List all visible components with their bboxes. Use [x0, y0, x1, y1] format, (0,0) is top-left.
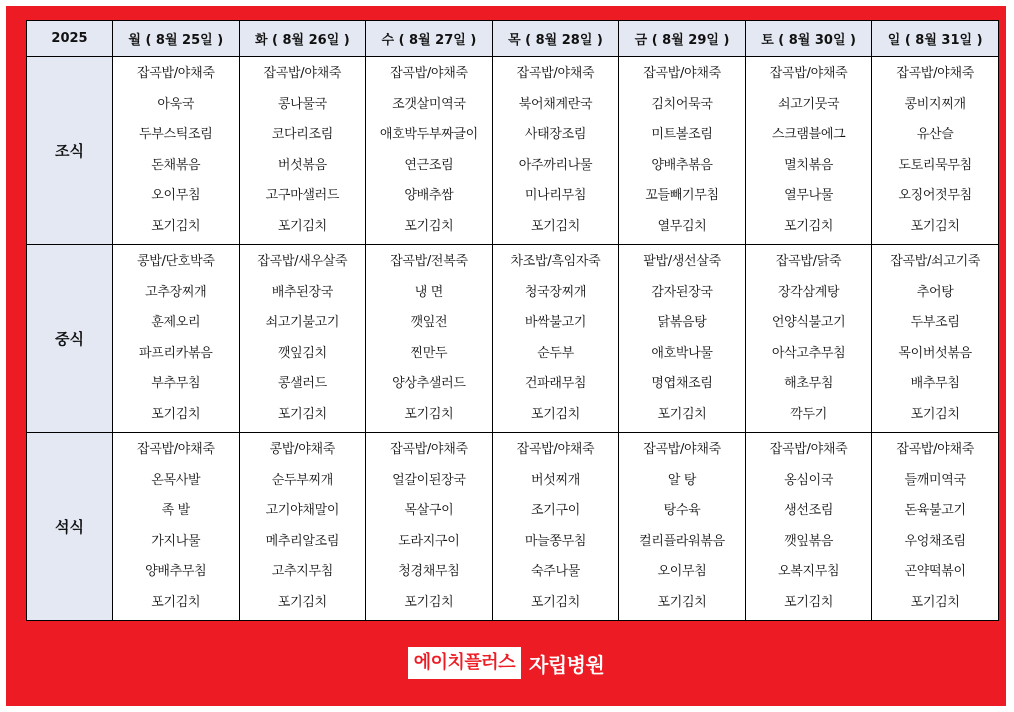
- dish-item: 오징어젓무침: [898, 188, 972, 204]
- dish-item: 잡곡밥/야채죽: [263, 66, 342, 82]
- dish-item: 오복지무침: [777, 564, 840, 580]
- dish-item: 언양식불고기: [771, 315, 846, 331]
- dish-item: 열무나물: [784, 188, 834, 204]
- dish-item: 컬리플라워볶음: [639, 533, 725, 549]
- dish-item: 마늘쫑무침: [524, 533, 587, 549]
- dish-item: 포기김치: [277, 594, 327, 610]
- dish-item: 콩나물국: [277, 96, 327, 112]
- year-cell: 2025: [27, 21, 113, 57]
- logo-brand: 에이치플러스: [408, 647, 521, 679]
- dish-list: [872, 433, 998, 620]
- day-header: 토 ( 8월 30일 ): [745, 21, 872, 57]
- dish-item: 포기김치: [404, 406, 454, 422]
- dish-item: 돈육불고기: [904, 503, 966, 519]
- dish-item: 잡곡밥/닭죽: [775, 254, 842, 270]
- meal-label: 석식: [27, 433, 113, 621]
- dish-item: 조기구이: [530, 503, 580, 519]
- dish-item: 곤약떡볶이: [904, 564, 966, 580]
- dish-item: 사태장조림: [524, 127, 587, 143]
- dish-item: 알 탕: [667, 472, 697, 488]
- dish-item: 아주까리나물: [518, 157, 593, 173]
- dish-item: 청국장찌개: [524, 284, 587, 300]
- dish-item: 깍두기: [790, 406, 827, 422]
- dish-item: 바싹불고기: [524, 315, 587, 331]
- dish-item: 포기김치: [277, 406, 327, 422]
- menu-cell: [113, 245, 240, 433]
- day-header: 금 ( 8월 29일 ): [619, 21, 746, 57]
- menu-cell: [872, 433, 999, 621]
- dish-item: 잡곡밥/새우살죽: [257, 254, 348, 270]
- day-header: 목 ( 8월 28일 ): [492, 21, 619, 57]
- dish-item: 멸치볶음: [784, 157, 834, 173]
- dish-item: 김치어묵국: [651, 96, 713, 112]
- dish-list: [619, 433, 745, 620]
- dish-item: 추어탕: [916, 284, 954, 300]
- dish-item: 잡곡밥/야채죽: [896, 66, 974, 82]
- dish-item: 포기김치: [277, 218, 327, 234]
- dish-list: [872, 245, 998, 432]
- dish-item: 배추무침: [910, 376, 960, 392]
- dish-item: 쇠고기불고기: [265, 315, 340, 331]
- meal-label: 중식: [27, 245, 113, 433]
- dish-list: [746, 57, 872, 244]
- dish-list: [746, 245, 872, 432]
- dish-item: 북어채계란국: [518, 96, 593, 112]
- dish-item: 오이무침: [657, 564, 707, 580]
- dish-item: 고구마샐러드: [265, 188, 340, 204]
- dish-item: 해초무침: [784, 376, 834, 392]
- dish-item: 유산슬: [916, 127, 954, 143]
- dish-item: 포기김치: [530, 594, 580, 610]
- dish-item: 포기김치: [657, 406, 707, 422]
- hospital-logo: [408, 645, 605, 681]
- menu-cell: [239, 57, 366, 245]
- menu-frame: [6, 6, 1006, 706]
- dish-item: 고추장찌개: [145, 284, 207, 300]
- weekly-meal-table: [26, 20, 999, 621]
- dish-item: 잡곡밥/야채죽: [896, 442, 974, 458]
- dish-item: 열무김치: [657, 218, 707, 234]
- dish-item: 숙주나물: [530, 564, 580, 580]
- dish-item: 청경채무침: [398, 564, 460, 580]
- dish-item: 순두부: [537, 345, 574, 361]
- footer: [6, 634, 1006, 692]
- dish-item: 잡곡밥/야채죽: [769, 442, 848, 458]
- dish-item: 아욱국: [157, 96, 195, 112]
- logo-hospital-name: 자립병원: [529, 652, 605, 677]
- dish-item: 잡곡밥/쇠고기죽: [890, 254, 981, 270]
- dish-item: 잡곡밥/야채죽: [643, 66, 721, 82]
- dish-item: 깻잎김치: [277, 345, 327, 361]
- dish-item: 깻잎전: [410, 315, 448, 331]
- menu-cell: [113, 57, 240, 245]
- meal-label: 조식: [27, 57, 113, 245]
- meal-row: [27, 57, 999, 245]
- menu-cell: [366, 433, 493, 621]
- dish-list: [240, 245, 366, 432]
- dish-item: 감자된장국: [651, 284, 713, 300]
- dish-item: 포기김치: [657, 594, 707, 610]
- dish-item: 순두부찌개: [271, 472, 333, 488]
- dish-list: [619, 245, 745, 432]
- dish-item: 장각삼계탕: [777, 284, 840, 300]
- dish-item: 옹심이국: [784, 472, 834, 488]
- dish-item: 양배추무침: [145, 564, 207, 580]
- dish-item: 양배추볶음: [651, 157, 713, 173]
- dish-item: 메추리알조림: [265, 533, 340, 549]
- dish-item: 포기김치: [404, 594, 454, 610]
- dish-item: 쇠고기뭇국: [777, 96, 840, 112]
- dish-item: 두부스틱조림: [139, 127, 213, 143]
- day-header: 월 ( 8월 25일 ): [113, 21, 240, 57]
- dish-list: [240, 433, 366, 620]
- dish-item: 고추지무침: [271, 564, 333, 580]
- dish-list: [619, 57, 745, 244]
- dish-item: 조갯살미역국: [392, 96, 466, 112]
- dish-item: 애호박두부짜글이: [379, 127, 478, 143]
- dish-item: 깻잎볶음: [784, 533, 834, 549]
- dish-item: 도토리묵무침: [898, 157, 972, 173]
- day-header: 화 ( 8월 26일 ): [239, 21, 366, 57]
- dish-list: [366, 433, 492, 620]
- dish-item: 콩밥/단호박죽: [136, 254, 215, 270]
- dish-item: 스크램블에그: [771, 127, 846, 143]
- dish-item: 돈채볶음: [151, 157, 201, 173]
- dish-item: 우엉채조림: [904, 533, 966, 549]
- dish-item: 팥밥/생선살죽: [643, 254, 721, 270]
- menu-cell: [872, 57, 999, 245]
- menu-cell: [745, 245, 872, 433]
- dish-item: 포기김치: [910, 594, 960, 610]
- dish-item: 고기야채말이: [265, 503, 340, 519]
- dish-item: 포기김치: [910, 218, 960, 234]
- dish-item: 잡곡밥/야채죽: [390, 66, 468, 82]
- dish-item: 코다리조림: [271, 127, 333, 143]
- dish-list: [493, 433, 619, 620]
- day-header: 수 ( 8월 27일 ): [366, 21, 493, 57]
- menu-cell: [872, 245, 999, 433]
- dish-item: 명엽채조림: [651, 376, 713, 392]
- dish-item: 잡곡밥/야채죽: [516, 66, 595, 82]
- dish-item: 얼갈이된장국: [392, 472, 466, 488]
- dish-item: 닭볶음탕: [657, 315, 707, 331]
- menu-cell: [492, 245, 619, 433]
- dish-list: [113, 433, 239, 620]
- dish-list: [113, 57, 239, 244]
- menu-cell: [619, 245, 746, 433]
- dish-list: [493, 57, 619, 244]
- dish-item: 잡곡밥/야채죽: [136, 66, 215, 82]
- dish-item: 아삭고추무침: [771, 345, 846, 361]
- dish-item: 양배추쌈: [404, 188, 454, 204]
- dish-item: 포기김치: [910, 406, 960, 422]
- menu-cell: [239, 245, 366, 433]
- menu-cell: [366, 57, 493, 245]
- dish-item: 미트볼조림: [651, 127, 713, 143]
- dish-item: 포기김치: [530, 218, 580, 234]
- menu-cell: [366, 245, 493, 433]
- menu-cell: [113, 433, 240, 621]
- dish-item: 포기김치: [151, 218, 201, 234]
- dish-item: 포기김치: [784, 594, 834, 610]
- menu-cell: [492, 57, 619, 245]
- dish-item: 잡곡밥/야채죽: [390, 442, 468, 458]
- dish-item: 족 발: [161, 503, 190, 519]
- dish-item: 콩샐러드: [277, 376, 327, 392]
- dish-item: 훈제오리: [151, 315, 201, 331]
- dish-item: 목살구이: [404, 503, 454, 519]
- dish-item: 콩비지찌개: [904, 96, 966, 112]
- dish-item: 냉 면: [414, 284, 444, 300]
- dish-list: [493, 245, 619, 432]
- dish-item: 연근조림: [404, 157, 454, 173]
- menu-cell: [239, 433, 366, 621]
- header-row: [27, 21, 999, 57]
- dish-item: 도라지구이: [398, 533, 460, 549]
- dish-item: 잡곡밥/야채죽: [769, 66, 848, 82]
- dish-item: 포기김치: [404, 218, 454, 234]
- dish-item: 배추된장국: [271, 284, 333, 300]
- dish-item: 미나리무침: [524, 188, 587, 204]
- dish-item: 버섯찌개: [530, 472, 580, 488]
- dish-list: [366, 245, 492, 432]
- menu-cell: [619, 433, 746, 621]
- dish-list: [240, 57, 366, 244]
- dish-item: 포기김치: [151, 406, 201, 422]
- dish-item: 버섯볶음: [277, 157, 327, 173]
- dish-item: 목이버섯볶음: [898, 345, 972, 361]
- dish-item: 포기김치: [784, 218, 834, 234]
- menu-cell: [745, 433, 872, 621]
- dish-item: 꼬들빼기무침: [645, 188, 719, 204]
- meal-row: [27, 433, 999, 621]
- dish-item: 찐만두: [410, 345, 448, 361]
- dish-item: 가지나물: [151, 533, 201, 549]
- dish-item: 잡곡밥/야채죽: [516, 442, 595, 458]
- dish-list: [746, 433, 872, 620]
- dish-item: 포기김치: [151, 594, 201, 610]
- dish-item: 파프리카볶음: [139, 345, 213, 361]
- dish-item: 잡곡밥/야채죽: [643, 442, 721, 458]
- dish-item: 부추무침: [151, 376, 201, 392]
- dish-list: [113, 245, 239, 432]
- dish-item: 양상추샐러드: [392, 376, 466, 392]
- dish-item: 차조밥/흑임자죽: [510, 254, 601, 270]
- menu-cell: [492, 433, 619, 621]
- dish-item: 생선조림: [784, 503, 834, 519]
- dish-item: 건파래무침: [524, 376, 587, 392]
- dish-item: 온목사발: [151, 472, 201, 488]
- dish-item: 두부조림: [910, 315, 960, 331]
- dish-item: 잡곡밥/전복죽: [390, 254, 468, 270]
- dish-item: 오이무침: [151, 188, 201, 204]
- meal-row: [27, 245, 999, 433]
- dish-list: [366, 57, 492, 244]
- dish-item: 탕수육: [663, 503, 701, 519]
- dish-list: [872, 57, 998, 244]
- dish-item: 애호박나물: [651, 345, 713, 361]
- menu-cell: [619, 57, 746, 245]
- day-header: 일 ( 8월 31일 ): [872, 21, 999, 57]
- dish-item: 포기김치: [530, 406, 580, 422]
- menu-cell: [745, 57, 872, 245]
- dish-item: 콩밥/야채죽: [269, 442, 336, 458]
- dish-item: 잡곡밥/야채죽: [136, 442, 215, 458]
- dish-item: 들깨미역국: [904, 472, 966, 488]
